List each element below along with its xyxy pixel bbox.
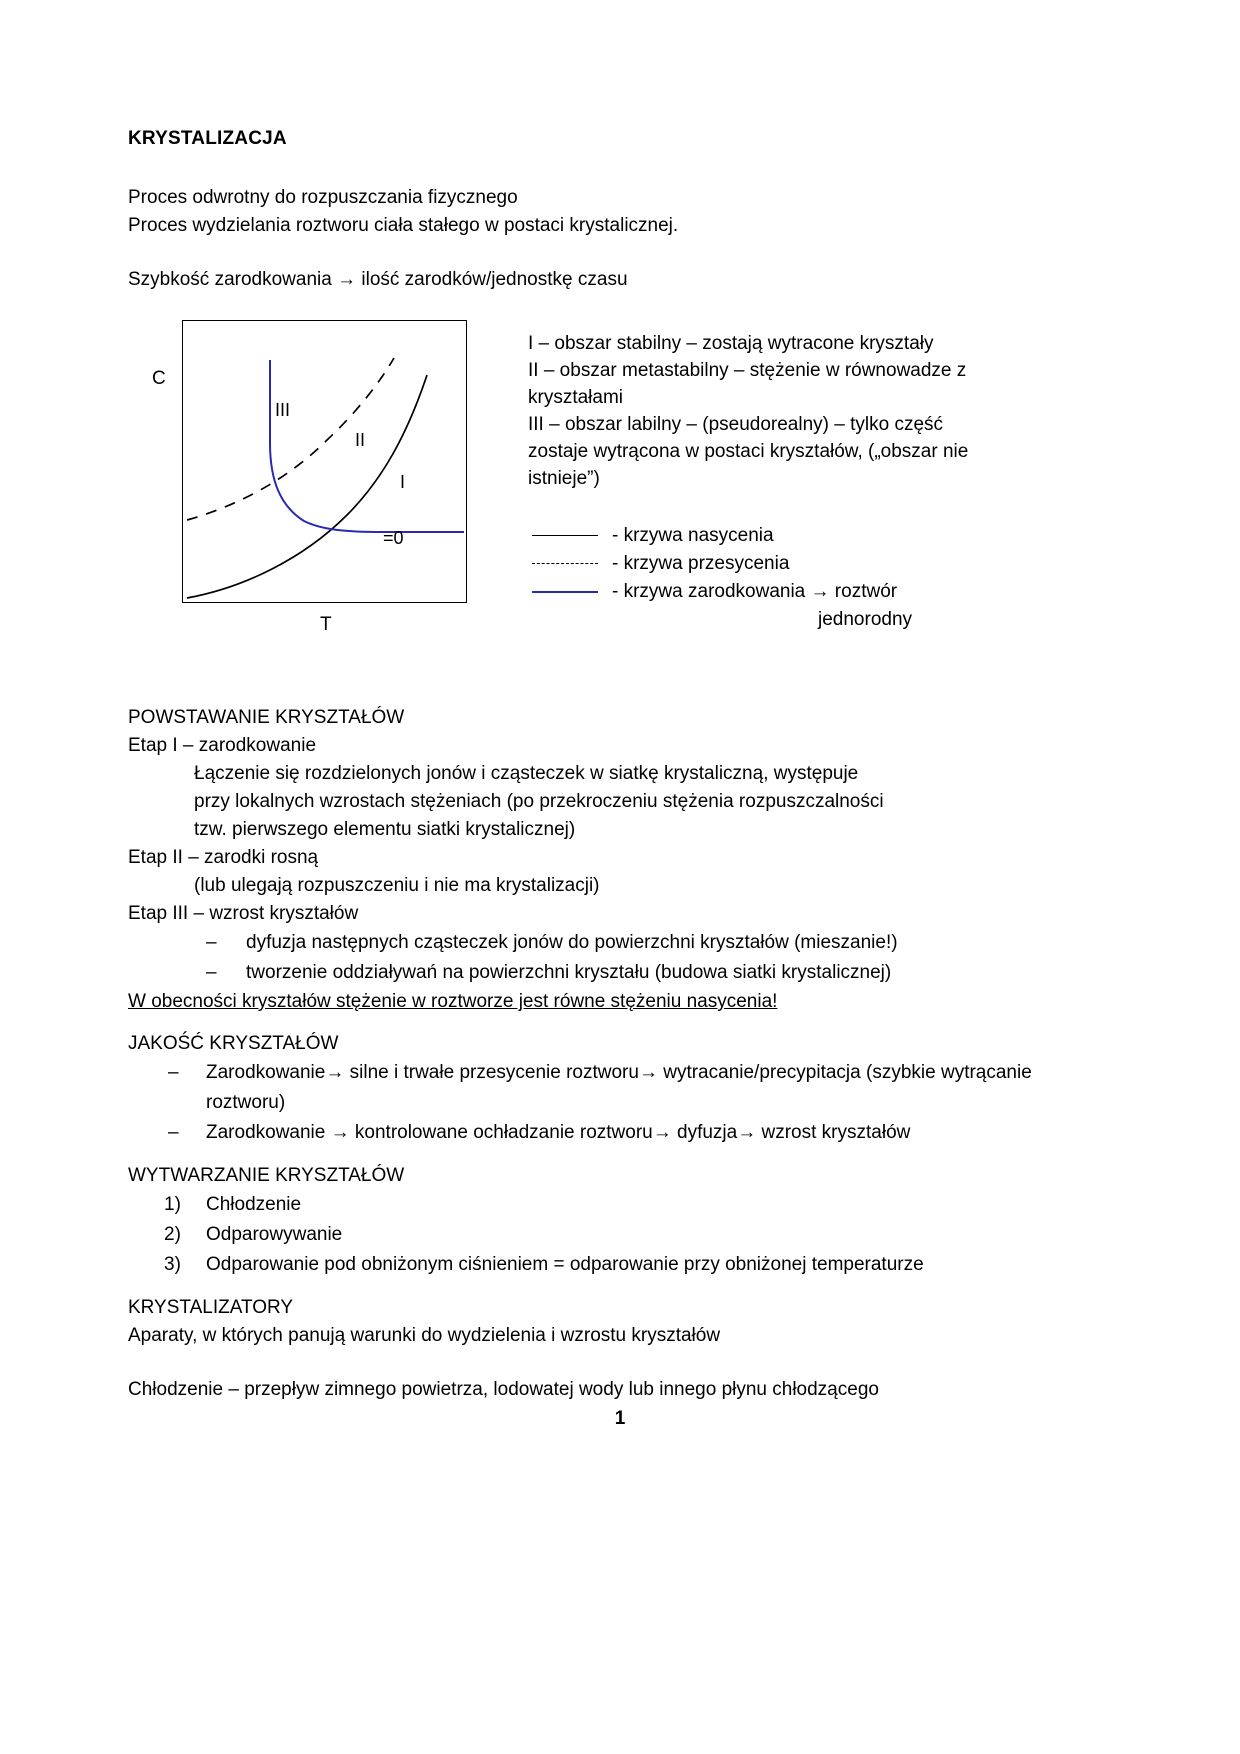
section-heading-production: WYTWARZANIE KRYSZTAŁÓW — [128, 1165, 405, 1186]
legend-item-nucleation — [528, 578, 998, 606]
formation-underlined-note: W obecności kryształów stężenie w roztworze jest równe stężeniu nasycenia! — [128, 991, 778, 1012]
nucleation-rate-line: Szybkość zarodkowania → ilość zarodków/jednostkę czasu — [128, 269, 628, 290]
legend-label-saturation: - krzywa nasycenia — [612, 525, 774, 546]
crystallizers-body: Aparaty, w których panują warunki do wydzielenia i wzrostu kryształów — [128, 1325, 721, 1346]
legend-label-supersaturation: - krzywa przesycenia — [612, 553, 790, 574]
quality-bullets — [128, 1058, 1068, 1148]
formation-stage-1: Etap I – zarodkowanie — [128, 735, 317, 756]
saturation-curve — [187, 375, 427, 598]
dash-bullet-icon: – — [206, 932, 217, 953]
formation-stage-1-line-2: przy lokalnych wzrostach stężeniach (po przekroczeniu stężenia rozpuszczalności — [194, 791, 884, 812]
description-line-5: zostaje wytrącona w postaci kryształów, („obszar nie — [528, 441, 969, 462]
list-item — [128, 928, 1068, 958]
y-axis-label: C — [152, 368, 166, 389]
dash-bullet-icon: – — [168, 1062, 179, 1083]
formation-stage-3-bullets — [128, 928, 1068, 988]
legend-item-saturation — [528, 522, 998, 550]
list-item — [128, 1058, 1068, 1118]
formation-stage-3: Etap III – wzrost kryształów — [128, 903, 359, 924]
dash-bullet-icon: – — [206, 962, 217, 983]
region-label-I: I — [400, 472, 406, 492]
description-line-1: I – obszar stabilny – zostają wytracone kryształy — [528, 333, 934, 354]
production-item-2-number: 2) — [164, 1224, 181, 1245]
region-label-III: III — [275, 400, 291, 420]
list-item — [128, 1250, 1068, 1280]
solid-line-icon — [528, 529, 602, 543]
page-number: 1 — [614, 1408, 626, 1429]
phase-diagram-block — [128, 320, 1068, 670]
intro-line-2: Proces wydzielania roztworu ciała stałego w postaci krystalicznej. — [128, 215, 679, 236]
legend-label-nucleation-continued: jednorodny — [818, 609, 913, 630]
cooling-line: Chłodzenie – przepływ zimnego powietrza, lodowatej wody lub innego płynu chłodzącego — [128, 1379, 879, 1400]
quality-bullet-1-line-2: wytrącanie roztworu) — [206, 1062, 1032, 1113]
quality-bullet-2-line-1: Zarodkowanie → kontrolowane ochładzanie roztworu→ dyfuzja→ wzrost kryształów — [206, 1122, 911, 1143]
list-item — [128, 1118, 1068, 1148]
page-title: KRYSTALIZACJA — [128, 128, 287, 149]
region-label-II: II — [355, 430, 366, 450]
legend-label-nucleation: - krzywa zarodkowania → roztwór — [612, 581, 898, 602]
region-label-zero: =0 — [383, 528, 404, 548]
quality-bullet-1-line-1: Zarodkowanie→ silne i trwałe przesycenie roztworu→ wytracanie/precypitacja (szybkie — [206, 1062, 936, 1083]
list-item — [128, 1190, 1068, 1220]
formation-stage-1-line-3: tzw. pierwszego elementu siatki krystalicznej) — [194, 819, 576, 840]
description-line-2: II – obszar metastabilny – stężenie w równowadze z — [528, 360, 967, 381]
production-item-1-text: Chłodzenie — [206, 1194, 302, 1215]
description-line-4: III – obszar labilny – (pseudorealny) – tylko część — [528, 414, 944, 435]
section-heading-formation: POWSTAWANIE KRYSZTAŁÓW — [128, 707, 405, 728]
description-line-3: kryształami — [528, 387, 624, 408]
page-content — [128, 128, 1068, 1404]
formation-stage-2: Etap II – zarodki rosną — [128, 847, 319, 868]
production-item-2-text: Odparowywanie — [206, 1224, 343, 1245]
legend-item-supersaturation — [528, 550, 998, 578]
list-item — [128, 958, 1068, 988]
dash-bullet-icon: – — [168, 1122, 179, 1143]
phase-diagram — [150, 320, 470, 640]
diagram-description — [528, 330, 998, 634]
diagram-legend — [528, 522, 998, 634]
dashed-line-icon — [528, 557, 602, 571]
x-axis-label: T — [320, 614, 332, 635]
formation-stage-2-body: (lub ulegają rozpuszczeniu i nie ma krystalizacji) — [194, 875, 600, 896]
list-item — [128, 1220, 1068, 1250]
formation-stage-1-line-1: Łączenie się rozdzielonych jonów i cząsteczek w siatkę krystaliczną, występuje — [194, 763, 859, 784]
formation-bullet-1: dyfuzja następnych cząsteczek jonów do powierzchni kryształów (mieszanie!) — [246, 932, 898, 953]
formation-bullet-2: tworzenie oddziaływań na powierzchni kryształu (budowa siatki krystalicznej) — [246, 962, 892, 983]
blue-line-icon — [528, 585, 602, 599]
production-item-3-number: 3) — [164, 1254, 181, 1275]
production-item-3-text: Odparowanie pod obniżonym ciśnieniem = odparowanie przy obniżonej temperaturze — [206, 1254, 924, 1275]
diagram-curves — [182, 320, 467, 603]
section-heading-crystallizers: KRYSTALIZATORY — [128, 1297, 294, 1318]
section-heading-quality: JAKOŚĆ KRYSZTAŁÓW — [128, 1033, 339, 1054]
production-items — [128, 1190, 1068, 1280]
nucleation-curve — [270, 360, 464, 532]
description-line-6: istnieje”) — [528, 468, 600, 489]
production-item-1-number: 1) — [164, 1194, 181, 1215]
intro-line-1: Proces odwrotny do rozpuszczania fizycznego — [128, 187, 518, 208]
